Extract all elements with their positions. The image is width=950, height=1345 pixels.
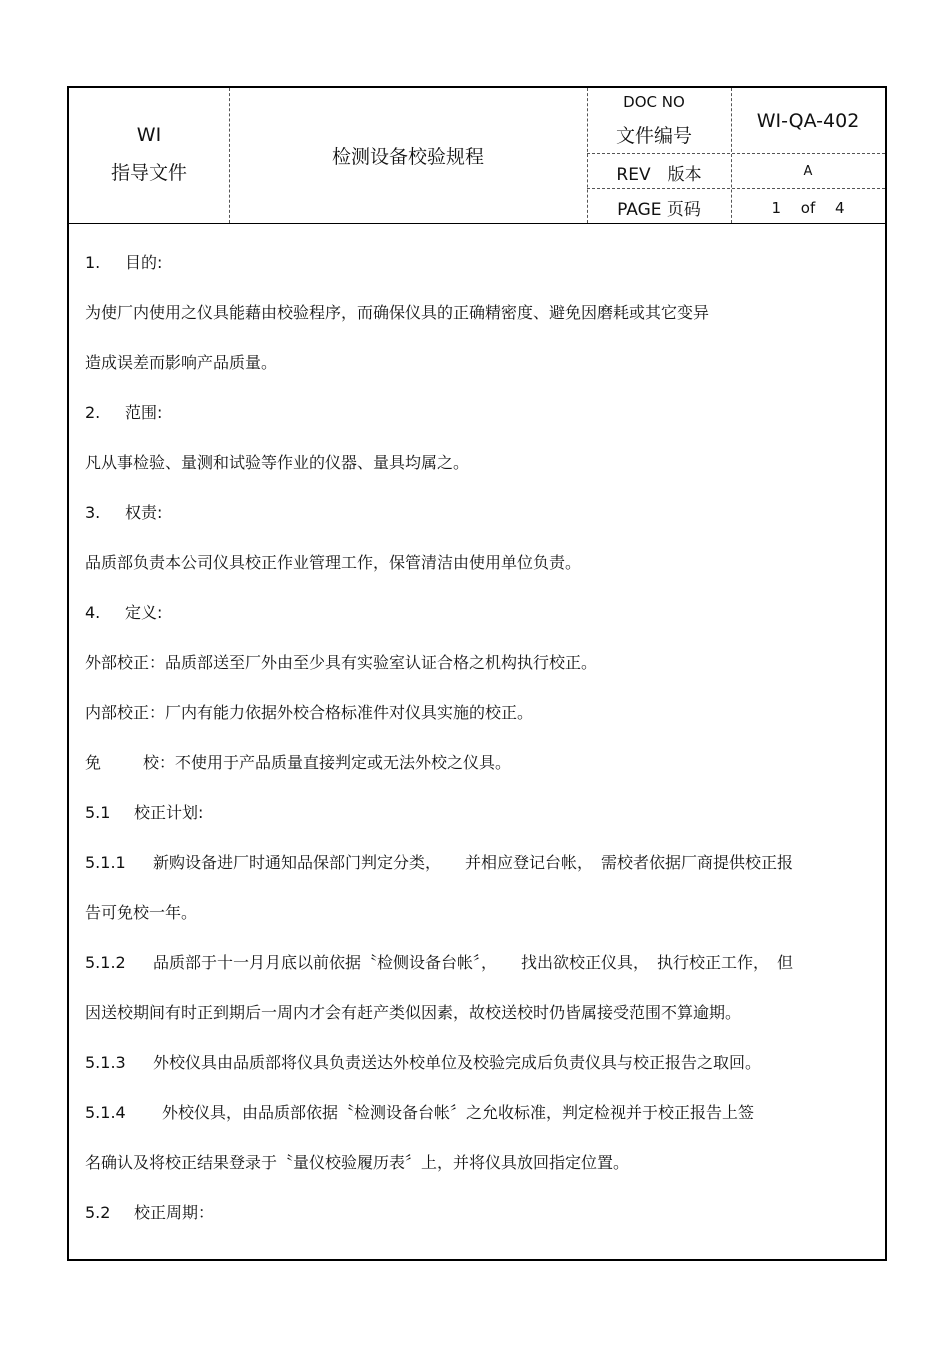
- section-title: 权责:: [125, 503, 163, 522]
- paragraph: 名确认及将校正结果登录于〝量仪校验履历表〞上，并将仪具放回指定位置。: [85, 1153, 630, 1172]
- rev-label: REV 版本: [616, 165, 702, 185]
- section-number: 5.1: [85, 803, 111, 822]
- paragraph: 造成误差而影响产品质量。: [85, 353, 278, 372]
- definition-external: 外部校正：品质部送至厂外由至少具有实验室认证合格之机构执行校正。: [85, 653, 598, 672]
- section-number: 1.: [85, 253, 101, 272]
- section-2-heading: [85, 400, 162, 423]
- paragraph: 为使厂内使用之仪具能藉由校验程序，而确保仪具的正确精密度、避免因磨耗或其它变异: [85, 303, 710, 322]
- item-5-1-2: [85, 950, 793, 973]
- section-title: 校正周期：: [134, 1203, 215, 1222]
- document-title: 检测设备校验规程: [331, 146, 484, 168]
- definition-exempt: [85, 750, 511, 773]
- doc-no-value: WI-QA-402: [756, 110, 860, 132]
- item-number: 5.1.2: [85, 953, 126, 972]
- paragraph: 告可免校一年。: [85, 903, 198, 922]
- section-title: 目的:: [125, 253, 163, 272]
- item-text: 外校仪具由品质部将仪具负责送达外校单位及校验完成后负责仪具与校正报告之取回。: [153, 1053, 762, 1072]
- header-row-divider: [587, 188, 885, 189]
- item-5-1-4: [85, 1100, 754, 1123]
- item-number: 5.1.3: [85, 1053, 126, 1072]
- section-title: 校正计划:: [134, 803, 204, 822]
- item-5-1-1: [85, 850, 793, 873]
- section-5-1-heading: [85, 800, 203, 823]
- item-number: 5.1.1: [85, 853, 126, 872]
- paragraph: 因送校期间有时正到期后一周内才会有赶产类似因素，故校送校时仍皆属接受范围不算逾期。: [85, 1003, 742, 1022]
- section-5-2-heading: [85, 1200, 214, 1223]
- section-4-heading: [85, 600, 162, 623]
- definition-internal: 内部校正：厂内有能力依据外校合格标准件对仪具实施的校正。: [85, 703, 534, 722]
- paragraph: 品质部负责本公司仪具校正作业管理工作，保管清洁由使用单位负责。: [85, 553, 582, 572]
- page-label: PAGE 页码: [617, 200, 701, 220]
- section-3-heading: [85, 500, 162, 523]
- definition-text: 校：不使用于产品质量直接判定或无法外校之仪具。: [143, 753, 512, 772]
- document-frame: [67, 86, 887, 1261]
- doc-no-label-en: DOC NO: [623, 93, 685, 111]
- paragraph: 凡从事检验、量测和试验等作业的仪器、量具均属之。: [85, 453, 470, 472]
- section-1-heading: [85, 250, 162, 273]
- item-number: 5.1.4: [85, 1103, 126, 1122]
- item-text: 外校仪具，由品质部依据〝检测设备台帐〞之允收标准，判定检视并于校正报告上签: [162, 1103, 755, 1122]
- section-number: 4.: [85, 603, 101, 622]
- item-text: 新购设备进厂时通知品保部门判定分类， 并相应登记台帐， 需校者依据厂商提供校正报: [153, 853, 794, 872]
- definition-term: 免: [85, 753, 102, 772]
- wi-label: WI: [136, 124, 162, 146]
- section-number: 3.: [85, 503, 101, 522]
- section-title: 定义:: [125, 603, 163, 622]
- item-5-1-3: [85, 1050, 761, 1073]
- doc-no-label-cn: 文件编号: [615, 125, 692, 147]
- header-row-divider: [587, 153, 885, 154]
- item-text: 品质部于十一月月底以前依据〝检侧设备台帐〞， 找出欲校正仪具， 执行校正工作， 但: [153, 953, 794, 972]
- section-number: 2.: [85, 403, 101, 422]
- section-number: 5.2: [85, 1203, 111, 1222]
- section-title: 范围:: [125, 403, 163, 422]
- page-value: 1 of 4: [771, 199, 845, 217]
- rev-value: A: [803, 164, 813, 179]
- document-header: [69, 88, 885, 224]
- wi-subtitle: 指导文件: [110, 162, 187, 184]
